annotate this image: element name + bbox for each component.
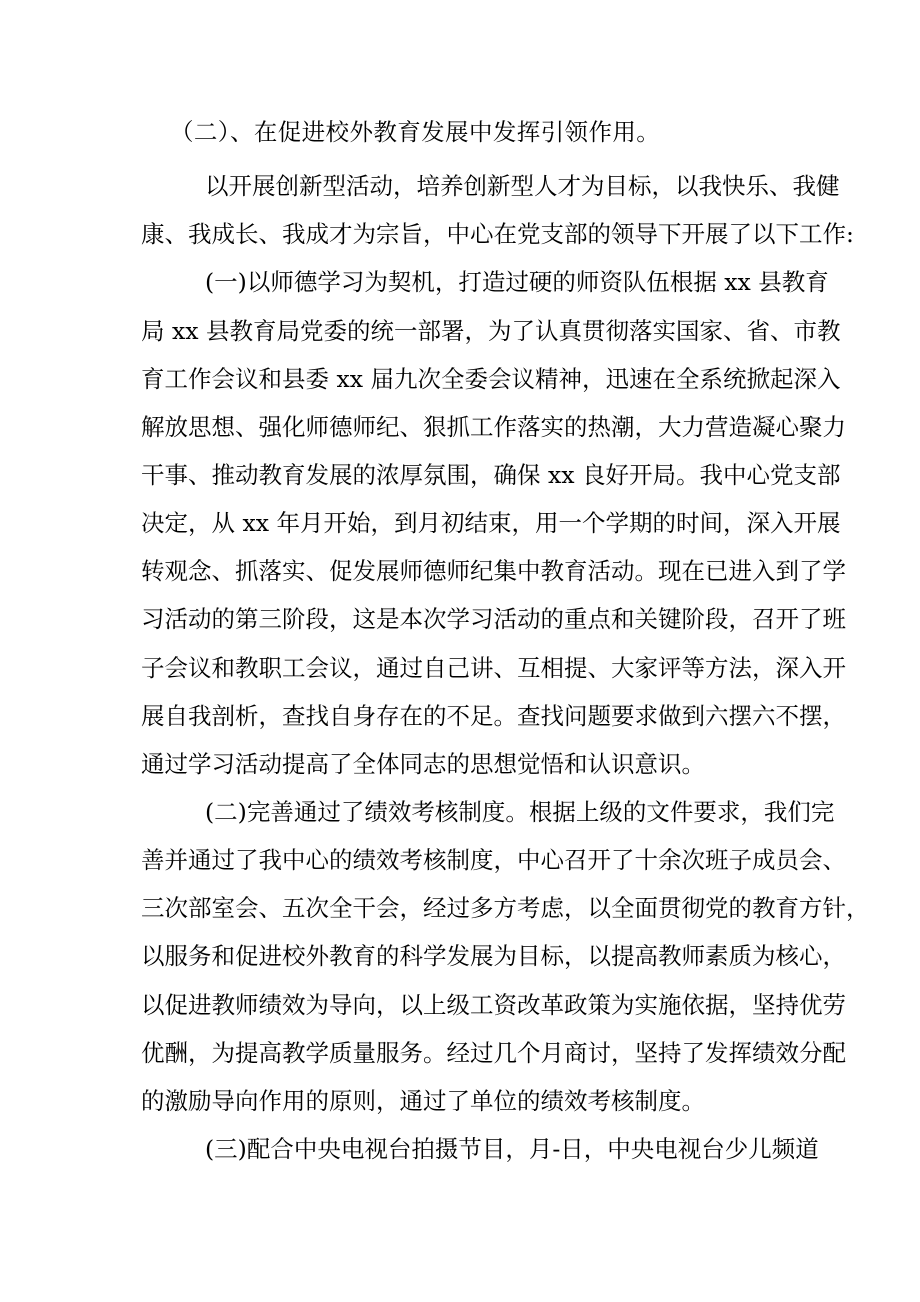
- paragraph-3-line-7: 的激励导向作用的原则，通过了单位的绩效考核制度。: [141, 1087, 705, 1115]
- paragraph-3-line-2: 善并通过了我中心的绩效考核制度，中心召开了十余次班子成员会、: [141, 846, 846, 874]
- paragraph-2-line-3: 育工作会议和县委 xx 届九次全委会议精神，迅速在全系统掀起深入: [141, 365, 841, 393]
- paragraph-2-line-8: 习活动的第三阶段，这是本次学习活动的重点和关键阶段，召开了班: [141, 605, 846, 633]
- paragraph-2-line-11: 通过学习活动提高了全体同志的思想觉悟和认识意识。: [141, 750, 705, 778]
- paragraph-2-line-6: 决定，从 xx 年月开始，到月初结束，用一个学期的时间，深入开展: [141, 509, 841, 537]
- paragraph-2-line-1: (一)以师德学习为契机，打造过硬的师资队伍根据 xx 县教育: [205, 268, 829, 296]
- paragraph-3-line-4: 以服务和促进校外教育的科学发展为目标，以提高教师素质为核心，: [141, 942, 846, 970]
- paragraph-2-line-5: 干事、推动教育发展的浓厚氛围，确保 xx 良好开局。我中心党支部: [141, 461, 841, 489]
- paragraph-1-line-1: 以开展创新型活动，培养创新型人才为目标，以我快乐、我健: [205, 172, 840, 200]
- paragraph-2-line-2: 局 xx 县教育局党委的统一部署，为了认真贯彻落实国家、省、市教: [141, 317, 841, 345]
- paragraph-2-line-9: 子会议和教职工会议，通过自己讲、互相提、大家评等方法，深入开: [141, 654, 846, 682]
- paragraph-1-line-2: 康、我成长、我成才为宗旨，中心在党支部的领导下开展了以下工作:: [141, 220, 854, 248]
- paragraph-4-line-1: (三)配合中央电视台拍摄节目，月-日，中央电视台少儿频道: [205, 1135, 819, 1163]
- section-heading: （二）、在促进校外教育发展中发挥引领作用。: [170, 118, 661, 146]
- paragraph-3-line-1: (二)完善通过了绩效考核制度。根据上级的文件要求，我们完: [205, 798, 835, 826]
- paragraph-3-line-3: 三次部室会、五次全干会，经过多方考虑，以全面贯彻党的教育方针，: [141, 894, 870, 922]
- paragraph-3-line-6: 优酬，为提高教学质量服务。经过几个月商讨，坚持了发挥绩效分配: [141, 1039, 846, 1067]
- paragraph-2-line-10: 展自我剖析，查找自身存在的不足。查找问题要求做到六摆六不摆，: [141, 702, 846, 730]
- paragraph-3-line-5: 以促进教师绩效为导向，以上级工资改革政策为实施依据，坚持优劳: [141, 991, 846, 1019]
- paragraph-2-line-4: 解放思想、强化师德师纪、狠抓工作落实的热潮，大力营造凝心聚力: [141, 413, 846, 441]
- paragraph-2-line-7: 转观念、抓落实、促发展师德师纪集中教育活动。现在已进入到了学: [141, 557, 846, 585]
